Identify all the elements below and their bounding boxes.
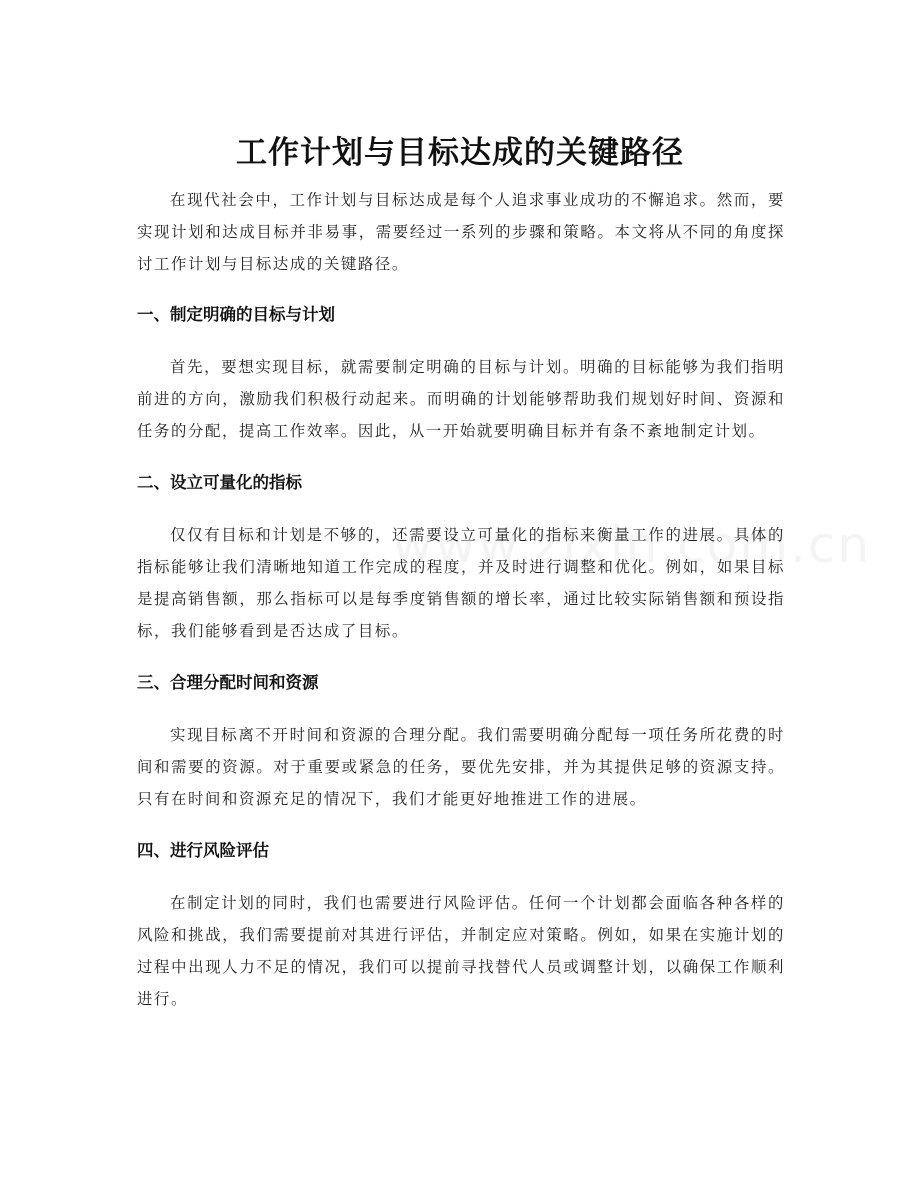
section-heading-1: 一、制定明确的目标与计划 bbox=[137, 305, 335, 324]
intro-paragraph: 在现代社会中，工作计划与目标达成是每个人追求事业成功的不懈追求。然而，要实现计划和达成目标并非易事，需要经过一系列的步骤和策略。本文将从不同的角度探讨工作计划与目标达成的关键路径。 bbox=[137, 191, 785, 273]
section-paragraph-4: 在制定计划的同时，我们也需要进行风险评估。任何一个计划都会面临各种各样的风险和挑战，我们需要提前对其进行评估，并制定应对策略。例如，如果在实施计划的过程中出现人力不足的情况，我们可以提前寻找替代人员或调整计划，以确保工作顺利进行。 bbox=[137, 894, 785, 1008]
section-paragraph-1: 首先，要想实现目标，就需要制定明确的目标与计划。明确的目标能够为我们指明前进的方向，激励我们积极行动起来。而明确的计划能够帮助我们规划好时间、资源和任务的分配，提高工作效率。因此，从一开始就要明确目标并有条不紊地制定计划。 bbox=[137, 358, 785, 440]
section-heading-2: 二、设立可量化的指标 bbox=[137, 473, 302, 492]
section-heading-3: 三、合理分配时间和资源 bbox=[137, 673, 319, 692]
document-title: 工作计划与目标达成的关键路径 bbox=[236, 134, 684, 171]
section-heading-4: 四、进行风险评估 bbox=[137, 841, 269, 860]
document-body bbox=[137, 184, 785, 1015]
section-paragraph-2: 仅仅有目标和计划是不够的，还需要设立可量化的指标来衡量工作的进展。具体的指标能够让我们清晰地知道工作完成的程度，并及时进行调整和优化。例如，如果目标是提高销售额，那么指标可以是每季度销售额的增长率，通过比较实际销售额和预设指标，我们能够看到是否达成了目标。 bbox=[137, 526, 785, 640]
section-paragraph-3: 实现目标离不开时间和资源的合理分配。我们需要明确分配每一项任务所花费的时间和需要的资源。对于重要或紧急的任务，要优先安排，并为其提供足够的资源支持。只有在时间和资源充足的情况下，我们才能更好地推进工作的进展。 bbox=[137, 726, 785, 808]
